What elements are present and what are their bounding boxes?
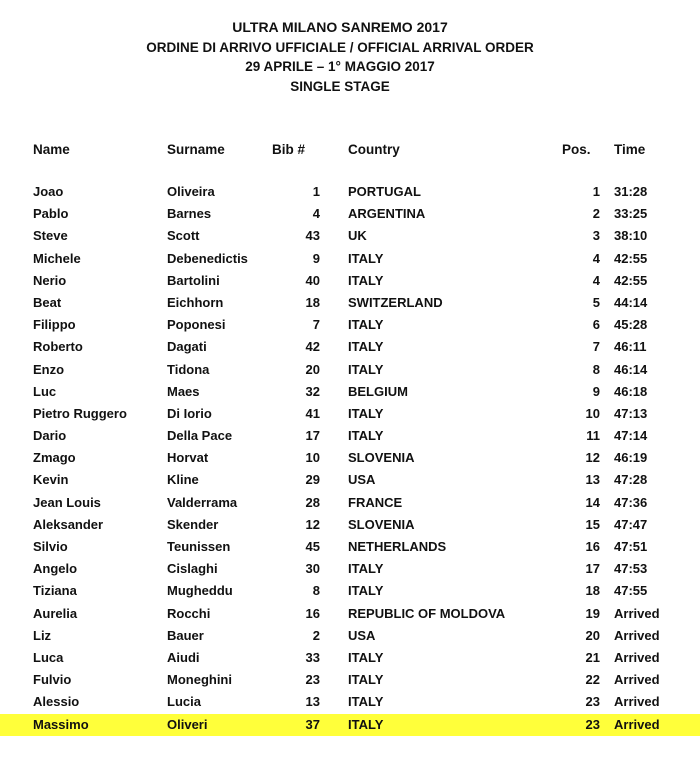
cell-bib: 20 [305, 361, 320, 377]
cell-bib: 23 [305, 672, 320, 688]
cell-country: ITALY [348, 361, 384, 377]
document-header [0, 18, 680, 96]
cell-pos: 18 [585, 583, 600, 599]
page-subtitle: ORDINE DI ARRIVO UFFICIALE / OFFICIAL ARRIVAL ORDER [146, 39, 534, 55]
cell-pos: 2 [592, 206, 600, 222]
cell-country: ITALY [348, 716, 384, 732]
cell-bib: 12 [305, 516, 320, 532]
table-row [0, 469, 700, 491]
column-header-name: Name [33, 142, 70, 157]
cell-time: 47:53 [614, 561, 648, 577]
cell-pos: 7 [592, 339, 600, 355]
cell-country: ITALY [348, 649, 384, 665]
cell-country: ITALY [348, 339, 384, 355]
cell-time: 47:47 [614, 516, 648, 532]
cell-surname: Moneghini [167, 672, 232, 688]
cell-pos: 5 [592, 294, 600, 310]
cell-country: ARGENTINA [348, 206, 426, 222]
cell-pos: 15 [585, 516, 600, 532]
cell-name: Dario [33, 428, 67, 444]
cell-surname: Valderrama [167, 494, 238, 510]
cell-bib: 2 [312, 627, 320, 643]
cell-surname: Debenedictis [167, 250, 248, 266]
cell-country: ITALY [348, 250, 384, 266]
cell-pos: 1 [592, 184, 600, 199]
cell-country: ITALY [348, 561, 384, 577]
cell-surname: Scott [167, 228, 200, 244]
cell-time: 47:28 [614, 472, 648, 488]
cell-time: Arrived [614, 649, 660, 665]
cell-pos: 21 [585, 649, 600, 665]
cell-bib: 43 [305, 228, 320, 244]
cell-time: 31:28 [614, 184, 648, 199]
column-header-bib: Bib # [272, 142, 306, 157]
cell-surname: Oliveri [167, 716, 208, 732]
table-row [0, 647, 700, 669]
cell-country: ITALY [348, 672, 384, 688]
cell-surname: Bartolini [167, 272, 220, 288]
cell-country: ITALY [348, 428, 384, 444]
table-row [0, 403, 700, 425]
cell-surname: Tidona [167, 361, 210, 377]
cell-pos: 20 [585, 627, 600, 643]
cell-name: Massimo [33, 716, 89, 732]
table-row [0, 203, 700, 225]
stage-label: SINGLE STAGE [290, 78, 390, 94]
cell-pos: 10 [585, 405, 600, 421]
cell-bib: 45 [305, 539, 320, 554]
cell-pos: 13 [585, 472, 600, 488]
table-row [0, 514, 700, 536]
table-row [0, 181, 700, 203]
cell-country: FRANCE [348, 494, 403, 510]
cell-name: Jean Louis [33, 494, 101, 510]
cell-surname: Oliveira [167, 184, 215, 199]
cell-country: ITALY [348, 694, 384, 710]
cell-name: Luca [33, 649, 64, 665]
cell-bib: 1 [312, 184, 320, 199]
cell-surname: Poponesi [167, 317, 226, 333]
table-row [0, 314, 700, 336]
cell-surname: Aiudi [167, 649, 200, 665]
cell-bib: 7 [312, 317, 320, 333]
cell-name: Luc [33, 383, 57, 399]
cell-country: ITALY [348, 317, 384, 333]
cell-bib: 40 [305, 272, 320, 288]
cell-name: Beat [33, 294, 62, 310]
cell-name: Zmago [33, 450, 76, 466]
cell-time: 44:14 [614, 294, 648, 310]
table-row [0, 580, 700, 602]
cell-name: Enzo [33, 361, 65, 377]
table-row [0, 336, 700, 358]
cell-bib: 33 [305, 649, 320, 665]
table-row [0, 225, 700, 247]
cell-pos: 17 [585, 561, 600, 577]
cell-time: Arrived [614, 672, 660, 688]
cell-name: Alessio [33, 694, 80, 710]
cell-bib: 32 [305, 383, 320, 399]
cell-country: USA [348, 627, 376, 643]
cell-name: Filippo [33, 317, 76, 333]
cell-pos: 22 [585, 672, 600, 688]
cell-surname: Lucia [167, 694, 201, 710]
cell-time: 42:55 [614, 272, 648, 288]
cell-time: 45:28 [614, 317, 648, 333]
cell-name: Tiziana [33, 583, 77, 599]
cell-country: BELGIUM [348, 383, 408, 399]
cell-surname: Kline [167, 472, 199, 488]
table-row [0, 691, 700, 713]
cell-bib: 9 [312, 250, 320, 266]
cell-name: Roberto [33, 339, 83, 355]
cell-name: Kevin [33, 472, 69, 488]
cell-time: 47:13 [614, 405, 648, 421]
cell-country: NETHERLANDS [348, 539, 447, 554]
cell-pos: 4 [592, 250, 600, 266]
table-row [0, 248, 700, 270]
cell-time: 46:18 [614, 383, 648, 399]
cell-bib: 28 [305, 494, 320, 510]
cell-pos: 8 [592, 361, 600, 377]
cell-bib: 37 [305, 716, 320, 732]
column-header-country: Country [348, 142, 400, 157]
results-table [0, 181, 700, 736]
cell-name: Aleksander [33, 516, 104, 532]
cell-bib: 41 [305, 405, 320, 421]
cell-bib: 30 [305, 561, 320, 577]
cell-name: Pablo [33, 206, 69, 222]
cell-surname: Skender [167, 516, 219, 532]
cell-surname: Rocchi [167, 605, 211, 621]
cell-country: SLOVENIA [348, 516, 415, 532]
cell-pos: 11 [586, 428, 600, 444]
table-row [0, 425, 700, 447]
cell-time: 47:36 [614, 494, 648, 510]
cell-name: Silvio [33, 539, 68, 554]
event-dates: 29 APRILE – 1° MAGGIO 2017 [245, 59, 435, 74]
table-row [0, 359, 700, 381]
cell-time: Arrived [614, 716, 660, 732]
cell-bib: 10 [305, 450, 320, 466]
cell-country: REPUBLIC OF MOLDOVA [348, 605, 506, 621]
cell-name: Steve [33, 228, 68, 244]
cell-time: Arrived [614, 694, 660, 710]
cell-pos: 16 [585, 539, 600, 554]
cell-time: 47:51 [614, 539, 648, 554]
table-row [0, 558, 700, 580]
cell-name: Fulvio [33, 672, 72, 688]
cell-country: SWITZERLAND [348, 294, 443, 310]
cell-time: 46:11 [614, 339, 647, 355]
cell-name: Aurelia [33, 605, 78, 621]
cell-time: 38:10 [614, 228, 648, 244]
column-header-surname: Surname [167, 142, 225, 157]
cell-bib: 4 [312, 206, 320, 222]
cell-pos: 19 [585, 605, 600, 621]
cell-country: ITALY [348, 272, 384, 288]
cell-bib: 17 [305, 428, 320, 444]
cell-surname: Teunissen [167, 539, 231, 554]
cell-surname: Barnes [167, 206, 212, 222]
cell-name: Joao [33, 184, 64, 199]
cell-pos: 3 [592, 228, 600, 244]
cell-pos: 9 [592, 383, 600, 399]
cell-surname: Maes [167, 383, 200, 399]
table-row [0, 669, 700, 691]
cell-country: ITALY [348, 405, 384, 421]
cell-name: Angelo [33, 561, 78, 577]
table-row [0, 492, 700, 514]
cell-name: Nerio [33, 272, 67, 288]
table-row [0, 292, 700, 314]
cell-surname: Dagati [167, 339, 207, 355]
column-header-pos: Pos. [562, 142, 591, 157]
table-row [0, 381, 700, 403]
cell-bib: 18 [305, 294, 320, 310]
cell-pos: 23 [585, 716, 600, 732]
cell-name: Pietro Ruggero [33, 405, 127, 421]
cell-time: Arrived [614, 627, 660, 643]
column-headers [0, 142, 700, 160]
cell-surname: Horvat [167, 450, 209, 466]
cell-time: 47:55 [614, 583, 648, 599]
cell-surname: Bauer [167, 627, 204, 643]
cell-time: 42:55 [614, 250, 648, 266]
cell-pos: 23 [585, 694, 600, 710]
table-row [0, 270, 700, 292]
cell-time: 46:19 [614, 450, 648, 466]
cell-surname: Di Iorio [167, 405, 212, 421]
table-row [0, 536, 700, 558]
cell-surname: Della Pace [167, 428, 233, 444]
table-row [0, 447, 700, 469]
cell-bib: 42 [305, 339, 320, 355]
cell-name: Liz [33, 627, 52, 643]
cell-time: 46:14 [614, 361, 648, 377]
cell-bib: 8 [312, 583, 320, 599]
cell-time: 47:14 [614, 428, 648, 444]
cell-country: SLOVENIA [348, 450, 415, 466]
cell-country: USA [348, 472, 376, 488]
cell-pos: 12 [585, 450, 600, 466]
column-header-time: Time [614, 142, 646, 157]
table-row [0, 625, 700, 647]
cell-time: 33:25 [614, 206, 648, 222]
cell-bib: 16 [305, 605, 320, 621]
table-row-highlighted [0, 714, 700, 736]
cell-country: PORTUGAL [348, 184, 421, 199]
cell-country: ITALY [348, 583, 384, 599]
cell-time: Arrived [614, 605, 660, 621]
cell-bib: 29 [305, 472, 320, 488]
cell-pos: 6 [592, 317, 600, 333]
cell-surname: Eichhorn [167, 294, 224, 310]
table-row [0, 603, 700, 625]
cell-pos: 4 [592, 272, 600, 288]
cell-pos: 14 [585, 494, 600, 510]
cell-surname: Mugheddu [167, 583, 233, 599]
page-title: ULTRA MILANO SANREMO 2017 [232, 19, 448, 35]
cell-name: Michele [33, 250, 81, 266]
cell-country: UK [348, 228, 367, 244]
cell-bib: 13 [305, 694, 320, 710]
cell-surname: Cislaghi [167, 561, 218, 577]
